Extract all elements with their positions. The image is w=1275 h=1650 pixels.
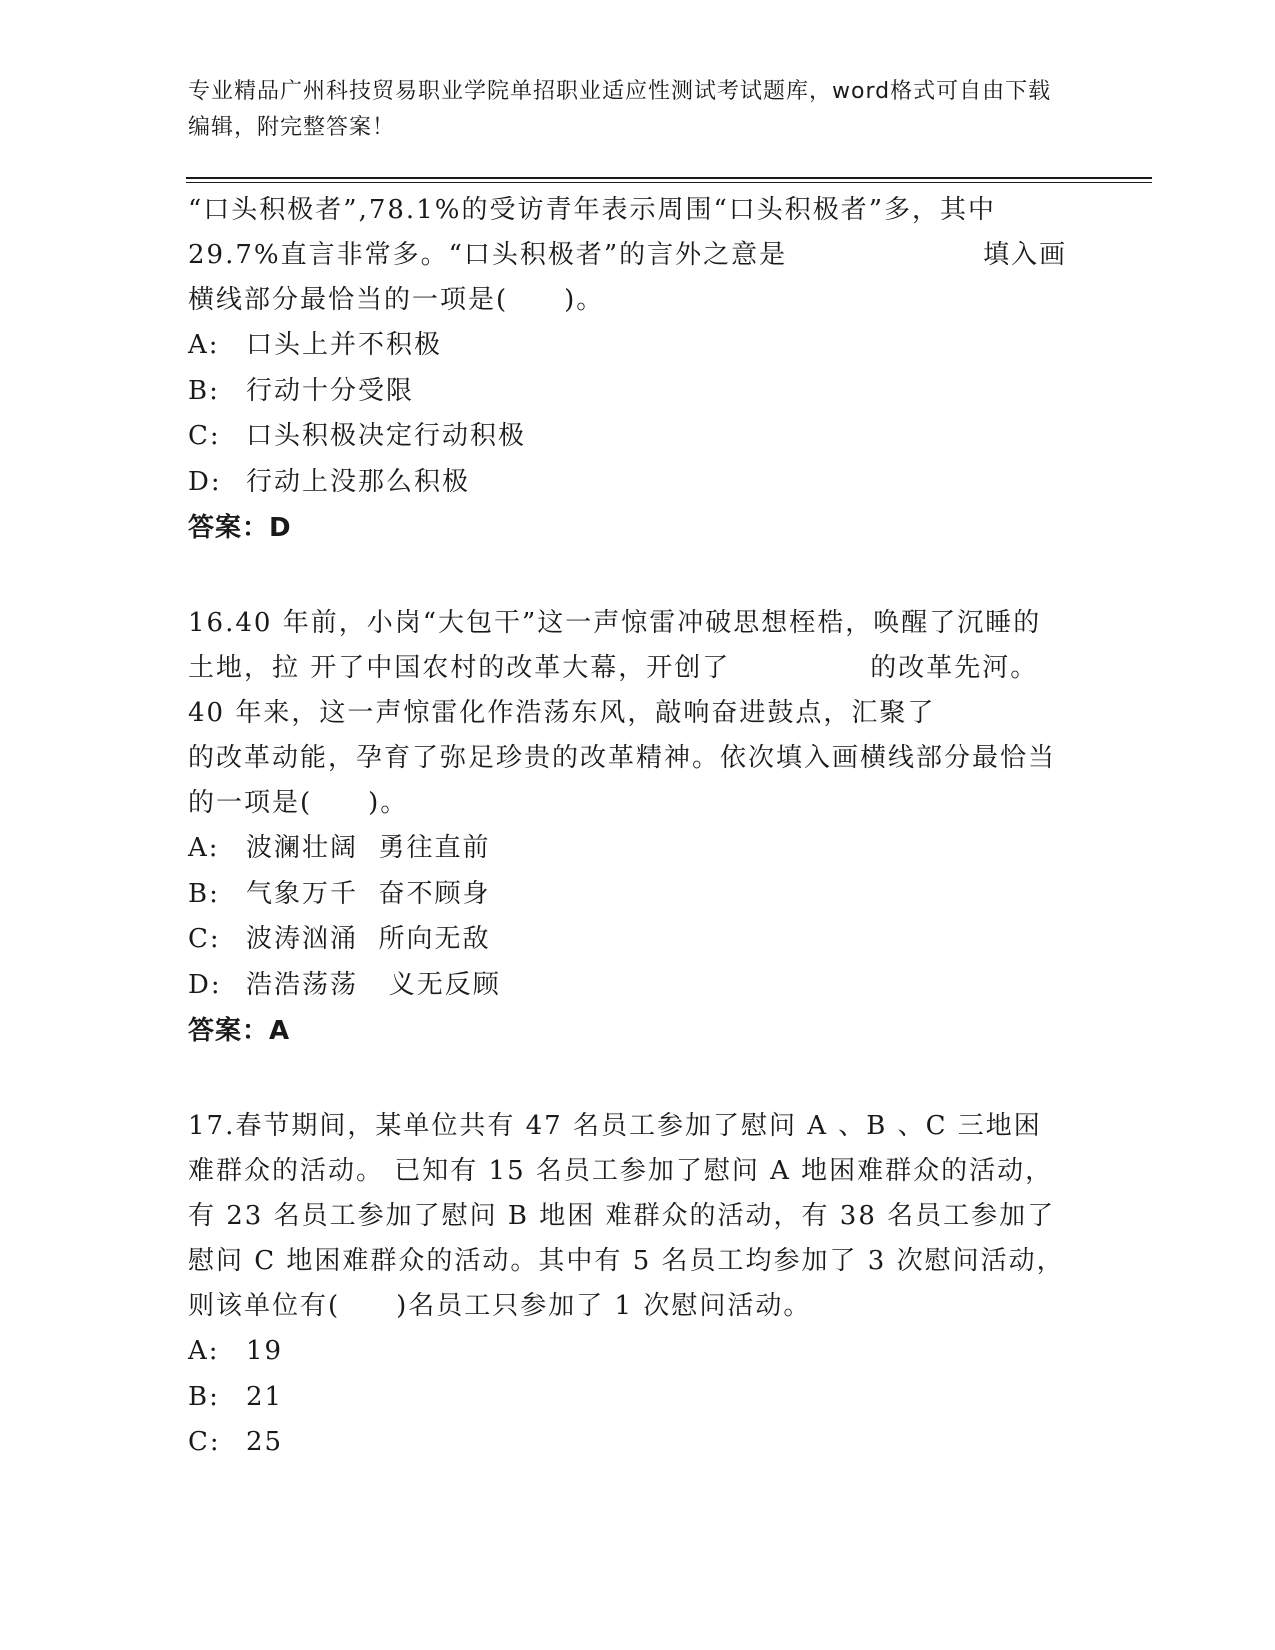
question-16 (188, 601, 1076, 1054)
option-letter: B: (188, 375, 220, 406)
option-a (188, 1329, 1068, 1375)
question-stem: “口头积极者”,78.1%的受访青年表示周围“口头积极者”多，其中29.7%直言非常多。“口头积极者”的言外之意是 填入画横线部分最恰当的一项是( )。 (188, 195, 1068, 315)
option-c (188, 1420, 1068, 1466)
question-15 (188, 188, 1068, 551)
option-letter: B: (188, 878, 220, 909)
answer-key: 答案：A (188, 1016, 291, 1046)
question-spacer (188, 1054, 1068, 1104)
option-b (188, 872, 1068, 918)
option-b (188, 1375, 1068, 1421)
option-text: 19 (246, 1336, 284, 1366)
option-a (188, 826, 1068, 872)
option-letter: A: (188, 1336, 220, 1366)
answer-key: 答案：D (188, 513, 292, 543)
option-text: 口头积极决定行动积极 (246, 421, 527, 451)
option-a (188, 323, 1068, 369)
question-stem: 16.40 年前，小岗“大包干”这一声惊雷冲破思想桎梏，唤醒了沉睡的土地，拉 开了中国农村的改革大幕，开创了 的改革先河。40 年来，这一声惊雷化作浩荡东风，敲响奋进鼓点，汇聚了 的改革动能，孕育了弥足珍贵的改革精神。依次填入画横线部分最恰当的一项是( )。 (188, 608, 1076, 818)
option-letter: A: (188, 833, 220, 863)
question-spacer (188, 551, 1068, 601)
option-letter: A: (188, 330, 220, 360)
option-c (188, 414, 1068, 460)
option-letter: C: (188, 421, 221, 451)
option-text: 口头上并不积极 (246, 330, 443, 360)
question-17 (188, 1104, 1068, 1466)
option-text: 波涛汹涌 所向无敌 (246, 924, 491, 954)
option-d (188, 460, 1068, 506)
option-letter: D: (188, 466, 222, 497)
option-text: 气象万千 奋不顾身 (246, 878, 491, 909)
option-letter: C: (188, 1427, 221, 1457)
option-text: 浩浩荡荡 义无反顾 (246, 969, 501, 1000)
header-divider-thin (186, 182, 1152, 183)
option-letter: B: (188, 1381, 220, 1412)
option-letter: C: (188, 924, 221, 954)
option-letter: D: (188, 969, 222, 1000)
option-text: 波澜壮阔 勇往直前 (246, 833, 491, 863)
question-list (188, 188, 1076, 1466)
option-d (188, 963, 1068, 1009)
option-text: 25 (246, 1427, 284, 1457)
question-stem: 17.春节期间，某单位共有 47 名员工参加了慰问 A 、B 、C 三地困难群众的活动。 已知有 15 名员工参加了慰问 A 地困难群众的活动，有 23 名员工参加了慰问 B 地困 难群众的活动，有 38 名员工参加了慰问 C 地困难群众的活动。其中有 5 名员工均参加了 3 次慰问活动，则该单位有( )名员工只参加了 1 次慰问活动。 (188, 1111, 1065, 1321)
header-divider (186, 177, 1152, 179)
page-header: 专业精品广州科技贸易职业学院单招职业适应性测试考试题库，word格式可自由下载编辑，附完整答案！ (188, 79, 1052, 140)
option-c (188, 917, 1068, 963)
option-text: 行动上没那么积极 (246, 466, 471, 497)
option-b (188, 369, 1068, 415)
option-text: 行动十分受限 (246, 375, 415, 406)
option-text: 21 (246, 1381, 284, 1412)
